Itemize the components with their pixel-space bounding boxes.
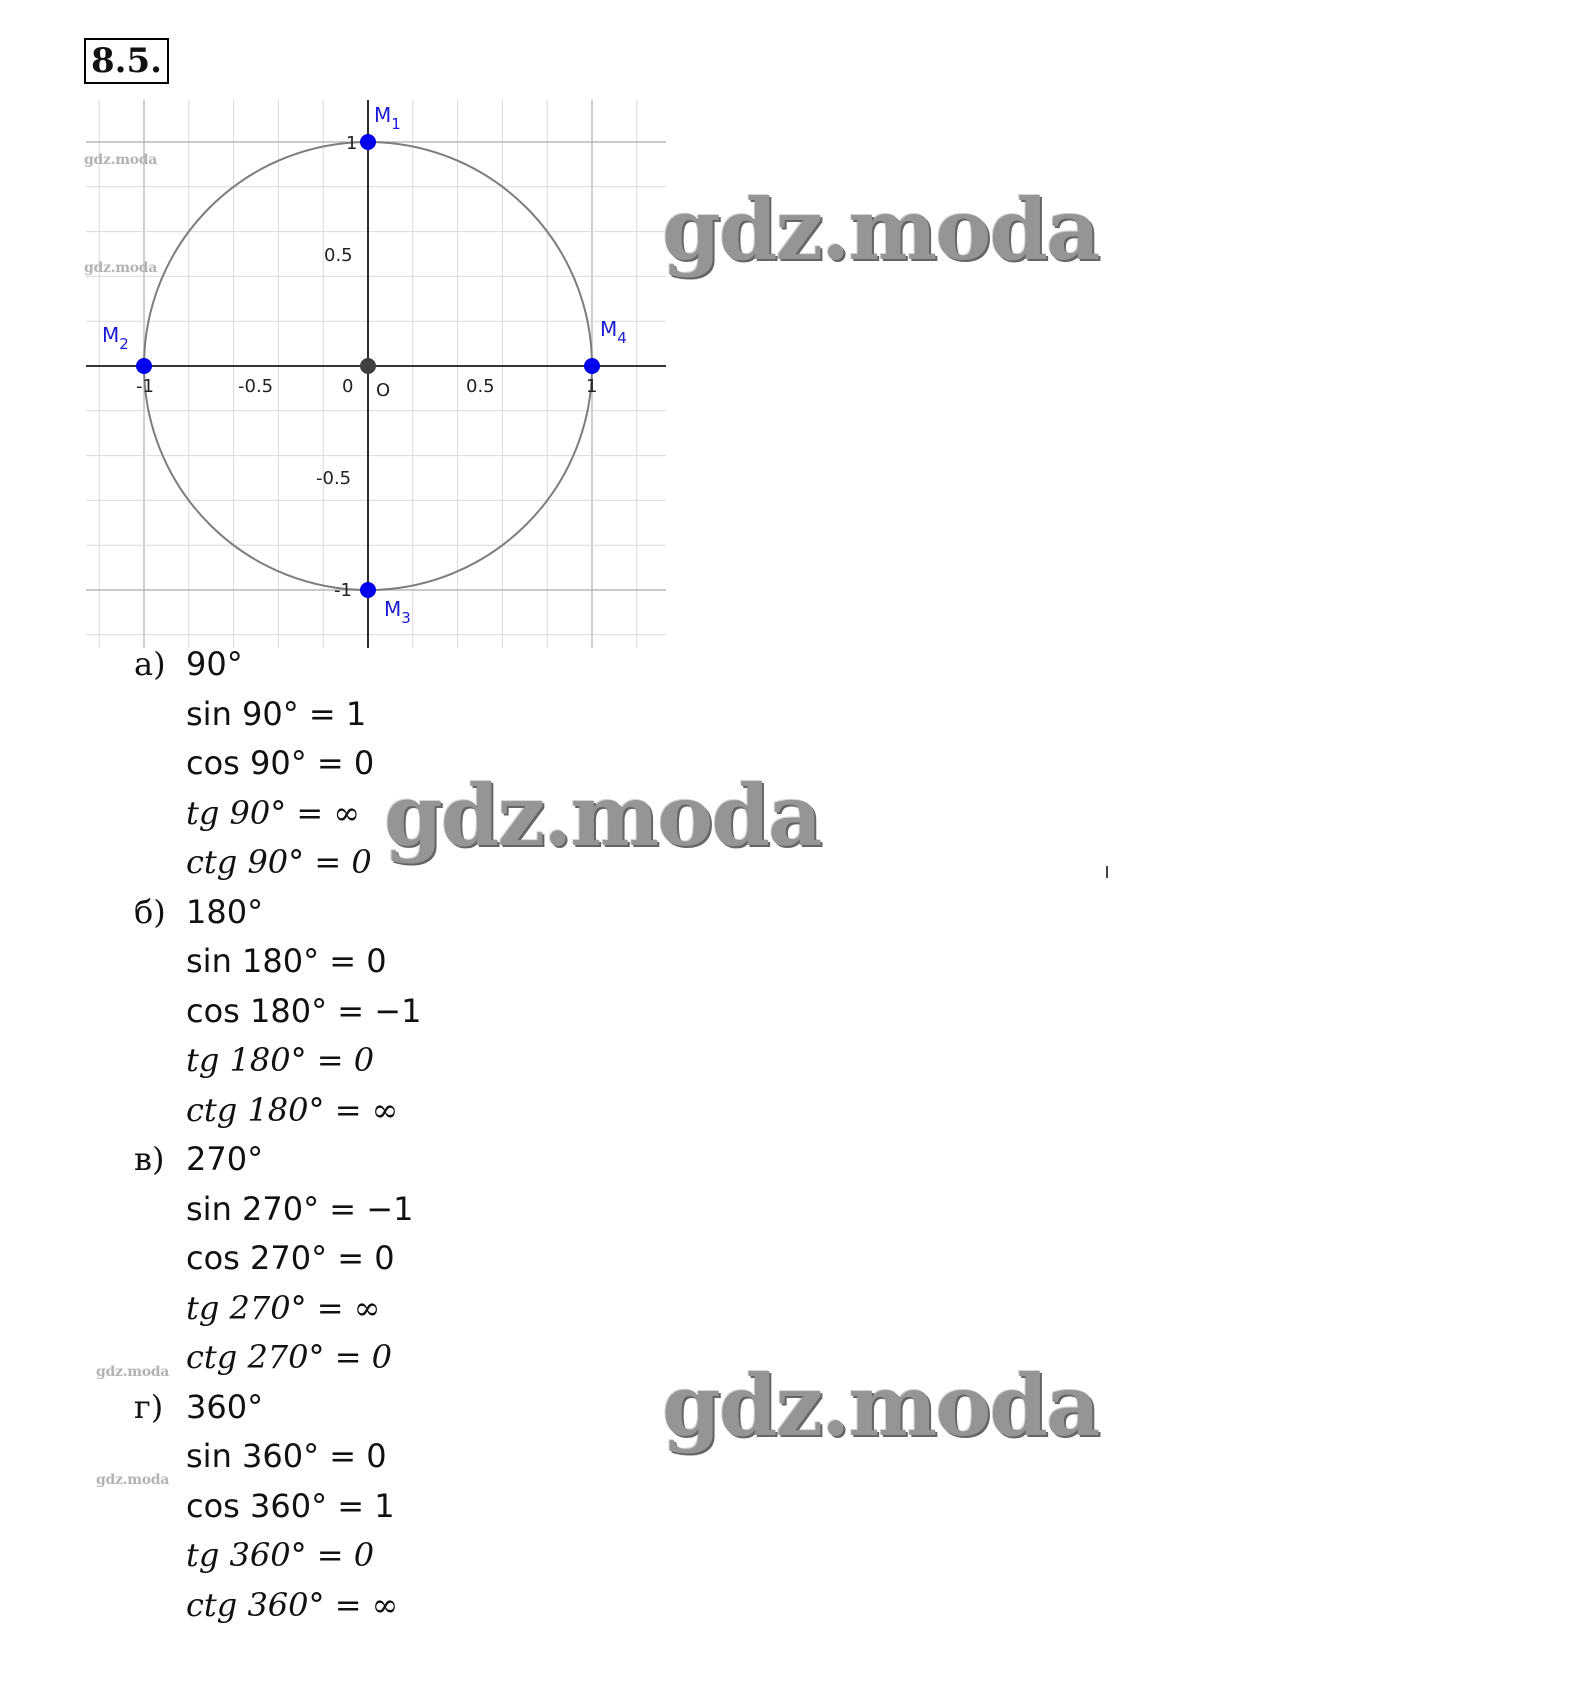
ctg-line: ctg 360° = ∞ bbox=[186, 1585, 399, 1624]
unit-circle-graph bbox=[86, 100, 666, 648]
tg-line: tg 360° = 0 bbox=[186, 1536, 375, 1574]
y-tick-neg05: -0.5 bbox=[316, 468, 352, 489]
ctg-line: ctg 180° = ∞ bbox=[186, 1090, 399, 1129]
part-header bbox=[0, 1135, 800, 1185]
point-m1 bbox=[360, 134, 376, 150]
sin-line: sin 180° = 0 bbox=[186, 942, 387, 980]
watermark-big: gdz.moda bbox=[662, 1356, 1099, 1455]
angle: 270° bbox=[186, 1140, 264, 1178]
part-letter: б) bbox=[134, 892, 166, 931]
point-m4 bbox=[584, 358, 600, 374]
point-m3 bbox=[360, 582, 376, 598]
y-tick-1: 1 bbox=[346, 133, 358, 154]
cos-line: cos 360° = 1 bbox=[186, 1486, 395, 1525]
ctg-line: ctg 90° = 0 bbox=[186, 843, 372, 881]
tg-line: tg 180° = 0 bbox=[186, 1041, 375, 1079]
angle: 90° bbox=[186, 645, 243, 683]
x-tick-neg1: -1 bbox=[136, 376, 154, 397]
y-tick-05: 0.5 bbox=[324, 245, 353, 266]
watermark-small: gdz.moda bbox=[84, 152, 158, 168]
cos-line: cos 90° = 0 bbox=[186, 744, 375, 782]
point-m2 bbox=[136, 358, 152, 374]
grid bbox=[86, 100, 666, 648]
x-tick-1: 1 bbox=[586, 376, 598, 397]
stray-mark bbox=[1106, 866, 1108, 878]
cos-line: cos 180° = −1 bbox=[186, 991, 422, 1030]
part-header bbox=[0, 888, 800, 938]
sin-line: sin 360° = 0 bbox=[186, 1437, 387, 1475]
sin-line: sin 270° = −1 bbox=[186, 1189, 414, 1228]
watermark-big: gdz.moda bbox=[384, 766, 821, 865]
watermark-small: gdz.moda bbox=[96, 1472, 170, 1488]
label-m4: $M_4$ bbox=[600, 317, 627, 347]
label-m2: $M_2$ bbox=[102, 323, 129, 353]
part-letter: г) bbox=[134, 1387, 164, 1426]
ctg-line: ctg 270° = 0 bbox=[186, 1338, 393, 1376]
tg-line: tg 270° = ∞ bbox=[186, 1288, 381, 1327]
origin-label: O bbox=[376, 380, 391, 401]
watermark-small: gdz.moda bbox=[84, 260, 158, 276]
y-tick-neg1: -1 bbox=[334, 580, 352, 601]
origin-point bbox=[360, 358, 376, 374]
tg-line: tg 90° = ∞ bbox=[186, 793, 361, 832]
part-header bbox=[0, 640, 800, 690]
angle: 360° bbox=[186, 1387, 264, 1426]
part-letter: а) bbox=[134, 645, 166, 683]
watermark-small: gdz.moda bbox=[96, 1364, 170, 1380]
sin-line: sin 90° = 1 bbox=[186, 694, 367, 733]
x-tick-neg05: -0.5 bbox=[238, 376, 274, 397]
cos-line: cos 270° = 0 bbox=[186, 1239, 395, 1277]
label-m1: $M_1$ bbox=[374, 103, 401, 133]
angle: 180° bbox=[186, 892, 264, 931]
x-tick-0: 0 bbox=[342, 376, 354, 397]
x-tick-05: 0.5 bbox=[466, 376, 495, 397]
part-b bbox=[0, 888, 800, 1136]
label-m3: $M_3$ bbox=[384, 597, 411, 627]
part-v bbox=[0, 1135, 800, 1383]
problem-number: 8.5. bbox=[84, 38, 169, 84]
part-letter: в) bbox=[134, 1140, 165, 1178]
watermark-big: gdz.moda bbox=[662, 180, 1099, 279]
